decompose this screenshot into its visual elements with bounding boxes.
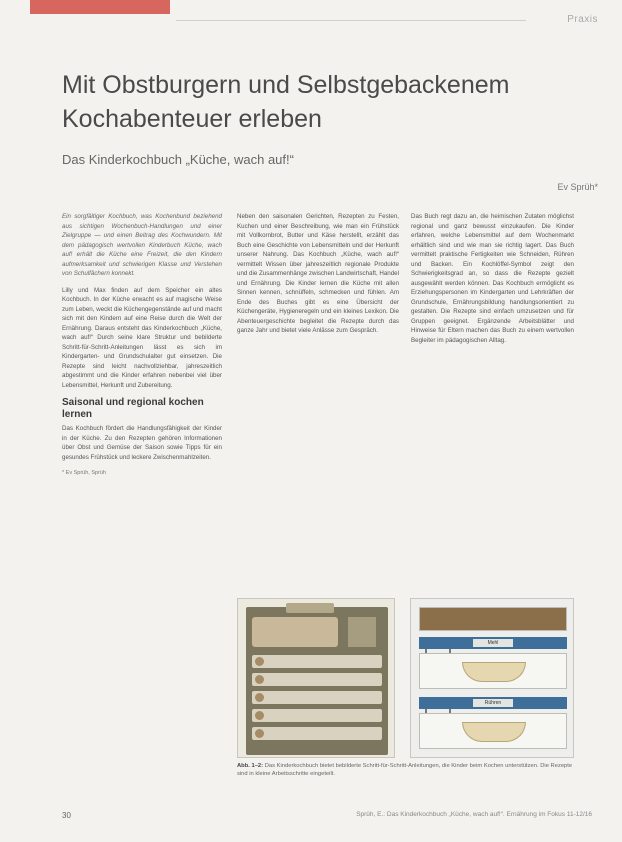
step-bar xyxy=(419,697,567,709)
paragraph: Lilly und Max finden auf dem Speicher ein altes Kochbuch. In der Küche erwacht es auf magische Weise zum Leben, weckt die Küchengegenstände auf und macht sich mit den Kindern auf eine Reise durch die Welt der Ernährung. Daraus entsteht das Kinderkochbuch „Küche, wach auf!“ Durch seine klare Struktur und bebilderte Schritt-für-Schritt-Anleitungen lässt es sich im Kindergarten- und Grundschulalter gut einsetzen. Die Rezepte sind leicht nachvollziehbar, jahreszeitlich abgestimmt und die Kinder erfahren nebenbei viel über Lebensmittel, Herkunft und Zubereitung. xyxy=(62,286,222,389)
title-line-2: Kochabenteuer erleben xyxy=(62,105,322,133)
text-column-3 xyxy=(411,212,574,352)
recipe-tag xyxy=(286,603,334,613)
step-panel xyxy=(419,653,567,689)
cookies-illustration xyxy=(252,617,338,647)
ingredient-icon xyxy=(255,657,264,666)
ingredient-row xyxy=(252,691,382,704)
paragraph: Das Buch regt dazu an, die heimischen Zutaten möglichst regional und ganz bewusst einzukaufen. Die Kinder erfahren, welche Lebensmittel auf dem Wochenmarkt erhältlich sind und wie man sie richtig lagert. Das Buch vermittelt praktische Fertigkeiten wie Schneiden, Rühren und Backen. Ein Kochlöffel-Symbol zeigt den Schwierigkeitsgrad an, so dass die Rezepte gezielt ausgewählt werden können. Das Kochbuch ermöglicht es Erziehungspersonen im Kindergarten und Lehrkräften der Grundschule, Ernährungsbildung handlungsorientiert zu gestalten. Die Rezepte sind einfach umzusetzen und für Gruppen geeignet. Ergänzende Arbeitsblätter und Hinweise für Eltern machen das Buch zu einem wertvollen Begleiter im pädagogischen Alltag. xyxy=(411,213,574,344)
ingredient-row xyxy=(252,727,382,740)
section-heading: Saisonal und regional kochen lernen xyxy=(62,397,204,420)
title-line-1: Mit Obstburgern und Selbstgebackenem xyxy=(62,71,510,99)
article-title xyxy=(62,68,582,136)
footer-citation: Sprüh, E.: Das Kinderkochbuch „Küche, wach auf!“. Ernährung im Fokus 11-12/16 xyxy=(356,811,592,818)
ingredient-illustration xyxy=(348,617,376,647)
step-label: Mehl xyxy=(473,639,513,647)
figure-cookbook-page-2 xyxy=(410,598,574,758)
paragraph: Das Kochbuch fördert die Handlungsfähigkeit der Kinder in der Küche. Zu den Rezepten gehören Informationen über Obst und Gemüse der Saison sowie Tipps für ein gesundes Frühstück und leckere Zwischenmahlzeiten. xyxy=(62,425,222,461)
paragraph: Neben den saisonalen Gerichten, Rezepten zu Festen, Kuchen und einer Beschreibung, wie man ein Frühstück mit Vollkornbrot, Butter und Käse herstellt, erzählt das Buch eine Geschichte von Lebensmitteln und der Herkunft unserer Nahrung. Das Kochbuch „Küche, wach auf!“ vermittelt Wissen über jahreszeitlich regionale Produkte und die Zusammenhänge zwischen Landwirtschaft, Handel und Ernährung. Die Kinder lernen die Küche mit allen Sinnen kennen, schnüffeln, schmecken und fühlen. Am Ende des Buches gibt es eine Übersicht der Küchengeräte, Hygieneregeln und ein kleines Lexikon. Die Abenteuergeschichte begleitet die Rezepte durch das ganze Jahr und bietet viele Anlässe zum Gespräch. xyxy=(237,213,399,334)
figure-cookbook-page-1 xyxy=(237,598,395,758)
header-accent-bar xyxy=(30,0,170,14)
article-lead: Ein sorgfältiger Kochbuch, was Kochenbund beziehend aus sichtigen Wochenbuch-Handlungen und einer Zielgruppe — und einen Beitrag des Kochwundern. Mit dem pädagogisch wertvollen Kinderbuch Küche, wach auf! erhält die Küche eine Freizeit, die den Kindern aufmerksamkeit und schwierigen Klasse und Verstehen von Schulfächern konnekt. xyxy=(62,213,222,277)
ingredient-icon xyxy=(255,675,264,684)
figure-caption xyxy=(237,762,575,778)
caption-text: Das Kinderkochbuch bietet bebilderte Schritt-für-Schritt-Anleitungen, die Kinder beim Kochen unterstützen. Die Rezepte sind in kleine Arbeitsschritte eingeteilt. xyxy=(237,763,573,777)
text-column-1 xyxy=(62,212,222,479)
ingredient-icon xyxy=(255,729,264,738)
caption-label: Abb. 1–2: xyxy=(237,763,264,769)
ingredient-icon xyxy=(255,693,264,702)
bowl-icon xyxy=(462,662,526,682)
step-panel xyxy=(419,713,567,749)
step-label: Rühren xyxy=(473,699,513,707)
bowl-icon xyxy=(462,722,526,742)
article-author: Ev Sprüh* xyxy=(557,182,598,192)
ingredient-row xyxy=(252,673,382,686)
author-footnote: * Ev Sprüh, Sprüh xyxy=(62,470,107,476)
text-column-2 xyxy=(237,212,399,343)
step-bar xyxy=(419,637,567,649)
ingredient-row xyxy=(252,655,382,668)
section-rubric: Praxis xyxy=(567,14,598,25)
recipe-header-panel xyxy=(419,607,567,631)
ingredient-row xyxy=(252,709,382,722)
ingredient-icon xyxy=(255,711,264,720)
page-number: 30 xyxy=(62,811,71,820)
article-subtitle: Das Kinderkochbuch „Küche, wach auf!“ xyxy=(62,152,294,167)
